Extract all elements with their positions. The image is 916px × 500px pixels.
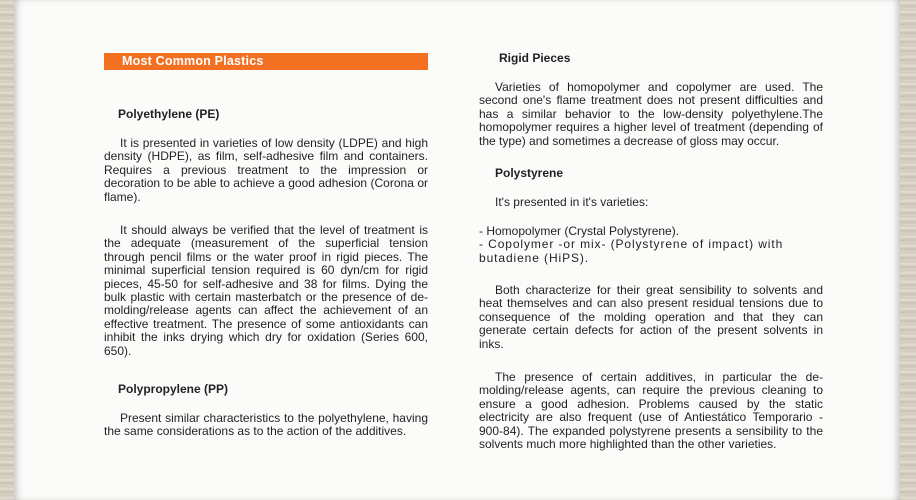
- list-item: - Copolymer -or mix- (Polystyrene of impact) with butadiene (HiPS).: [479, 237, 784, 265]
- paragraph-polypropylene: Present similar characteristics to the polyethylene, having the same considerations as to the action of the additives.: [104, 411, 428, 439]
- paragraph-polyethylene-2: It should always be verified that the level of treatment is the adequate (measurement of the superficial tension through pencil films or the water proof in rigid pieces. The minimal superficial tension required is 60 dyn/cm for rigid pieces, 45-50 for self-adhesive and 38 for films. Dying the bulk plastic with certain masterbatch or the presence of de-molding/release agents can affect the achievement of an effective treatment. The presence of some antioxidants can inhibit the inks drying which dry for oxidation (Series 600, 650).: [104, 223, 428, 358]
- polystyrene-varieties-list: [479, 225, 823, 265]
- section-banner: Most Common Plastics: [104, 53, 428, 70]
- heading-polyethylene: Polyethylene (PE): [118, 107, 220, 121]
- paragraph-polystyrene-intro: It's presented in it's varieties:: [495, 195, 649, 209]
- heading-rigid-pieces: Rigid Pieces: [499, 51, 571, 65]
- paragraph-polystyrene-2: Both characterize for their great sensibility to solvents and heat themselves and can also present residual tensions due to consequence of the molding operation and that they can generate certain defects for action of the present solvents in inks.: [479, 283, 823, 351]
- document-page: [14, 0, 900, 500]
- heading-polypropylene: Polypropylene (PP): [118, 382, 229, 396]
- paragraph-polyethylene-1: It is presented in varieties of low density (LDPE) and high density (HDPE), as film, self-adhesive film and containers. Requires a previous treatment to the impression or decoration to be able to achieve a good adhesion (Corona or flame).: [104, 136, 428, 204]
- page-edge-right: [900, 0, 916, 500]
- heading-polystyrene: Polystyrene: [495, 166, 564, 180]
- list-item: - Homopolymer (Crystal Polystyrene).: [479, 224, 680, 238]
- paragraph-rigid-pieces: Varieties of homopolymer and copolymer are used. The second one's flame treatment does not present difficulties and has a similar behavior to the low-density polyethylene.The homopolymer requires a higher level of treatment (depending of the type) and sometimes a decrease of gloss may occur.: [479, 80, 823, 148]
- paragraph-polystyrene-3: The presence of certain additives, in particular the de-molding/release agents, can require the previous cleaning to ensure a good adhesion. Problems caused by the static electricity are also frequent (use of Antiestático Temporario - 900-84). The expanded polystyrene presents a sensibility to the solvents much more highlighted than the other varieties.: [479, 370, 823, 452]
